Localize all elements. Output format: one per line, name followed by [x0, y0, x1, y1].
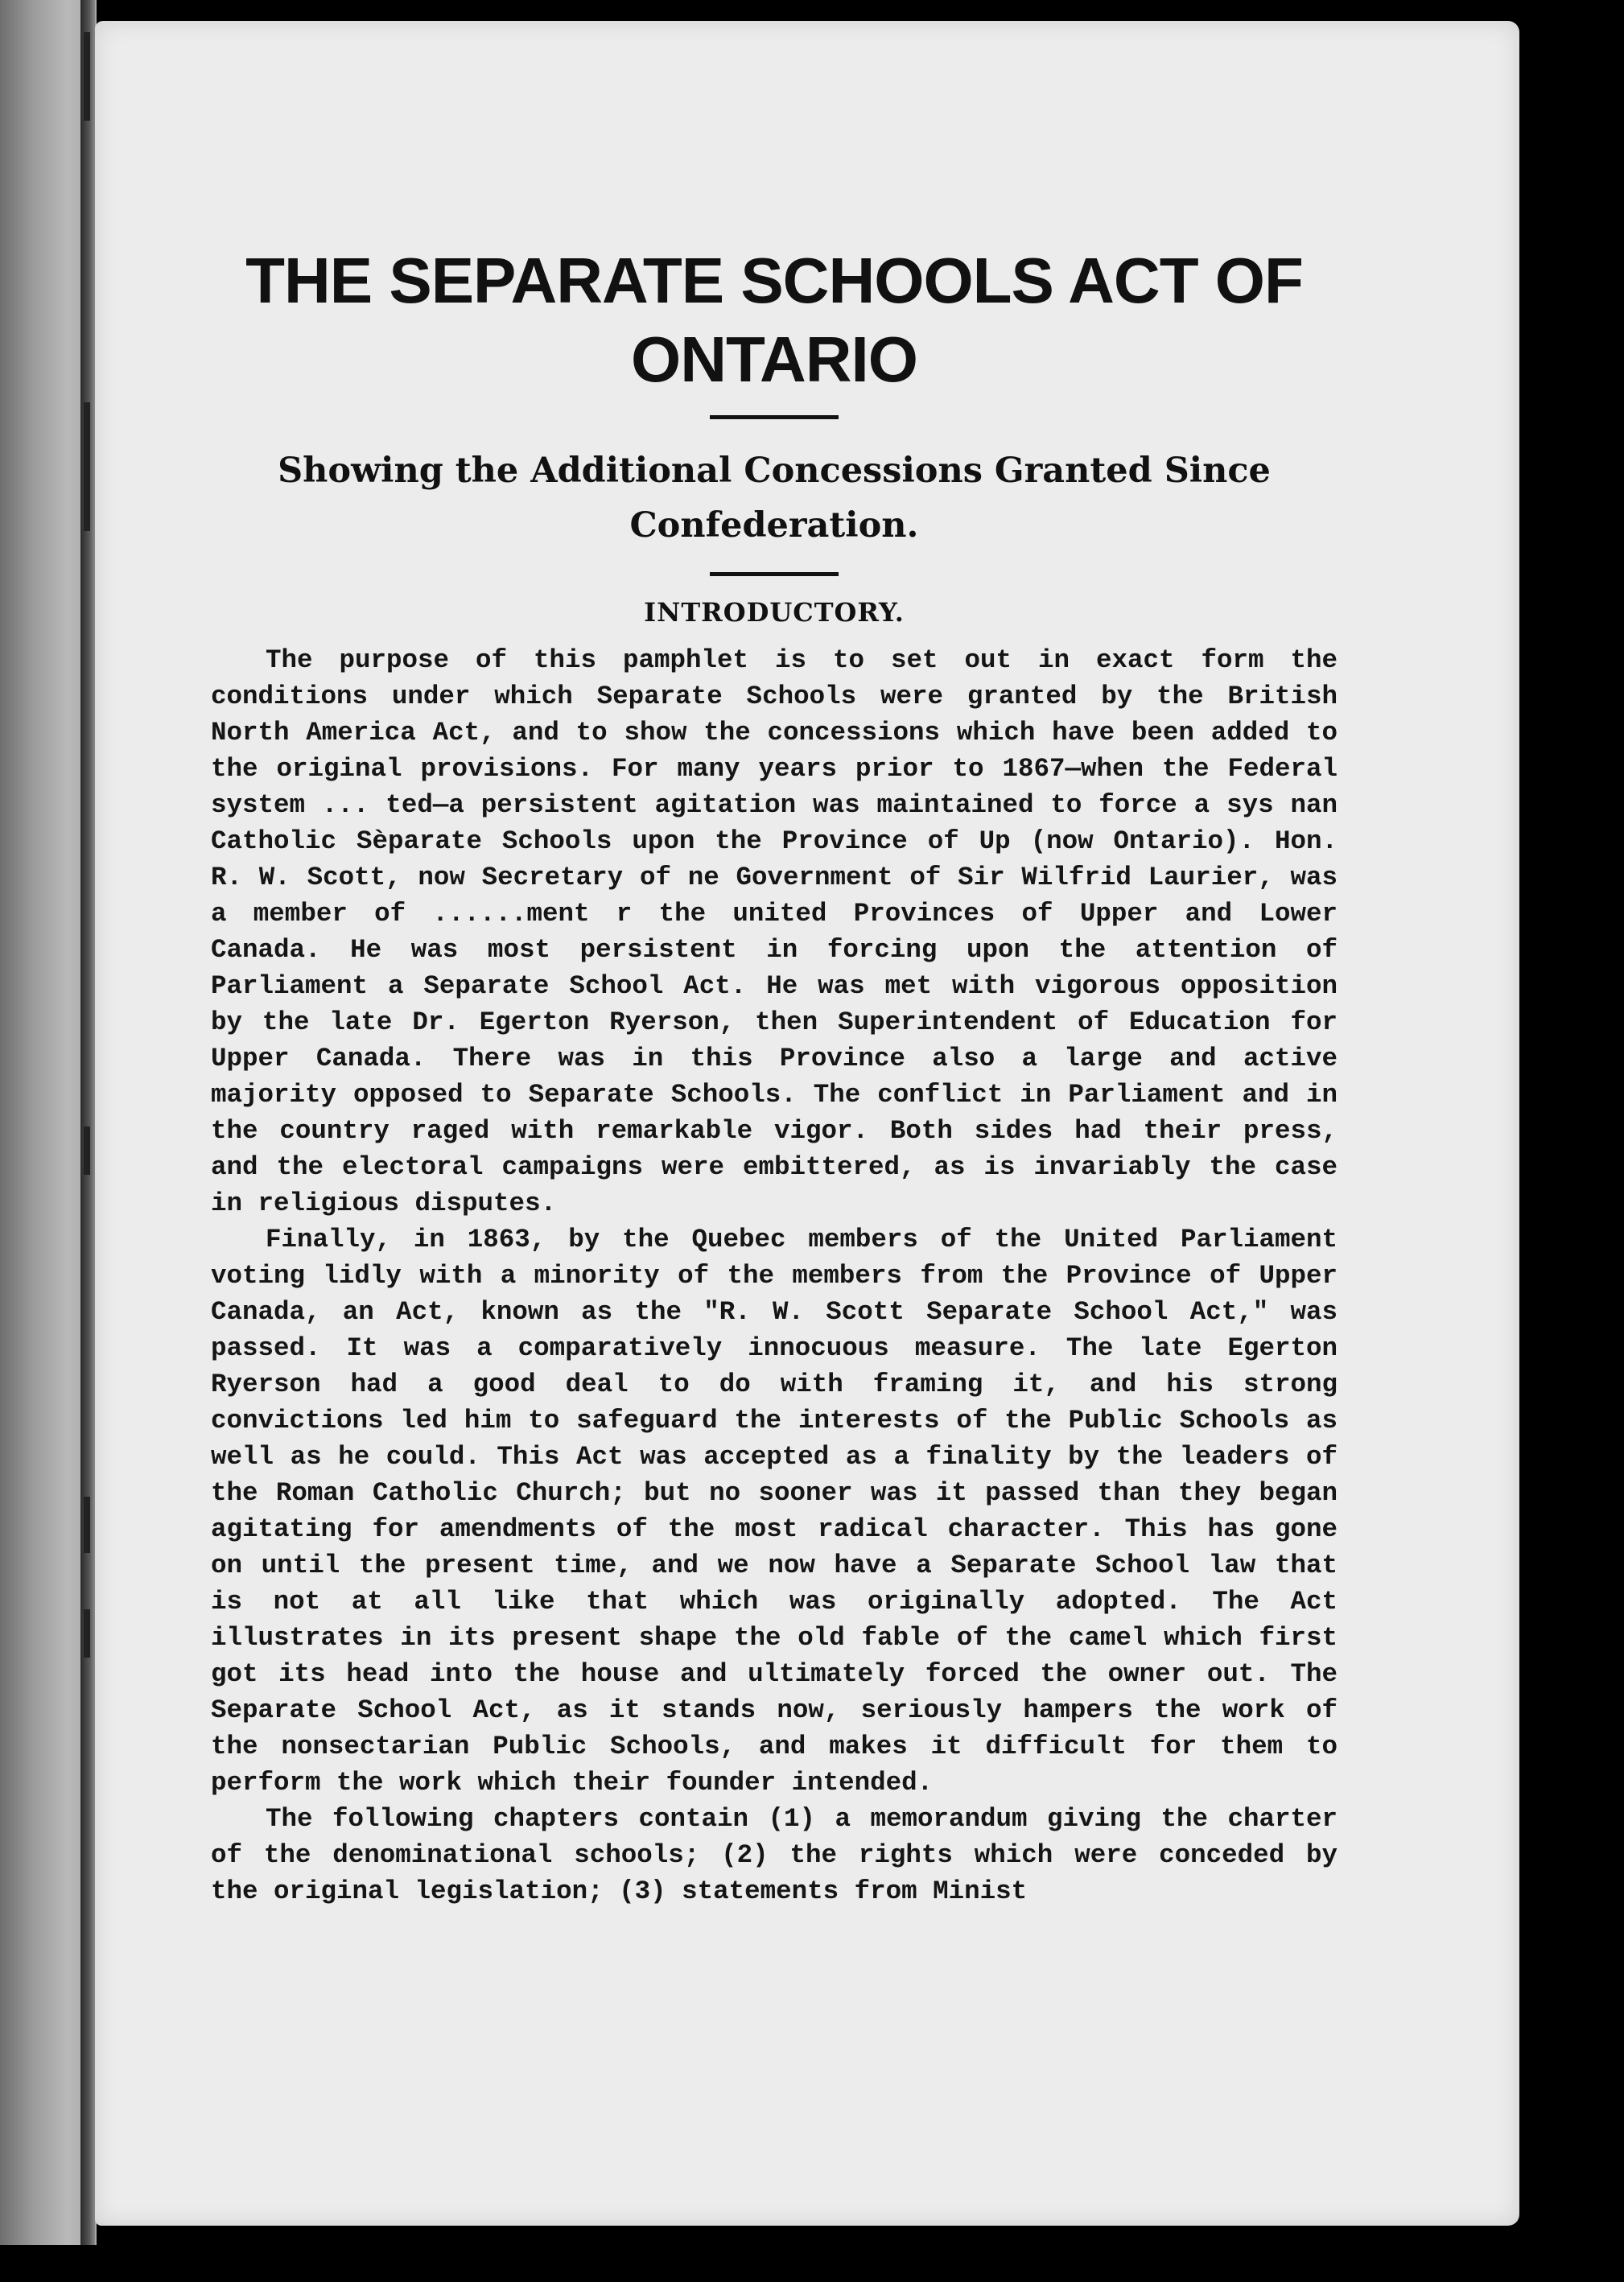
spine-mark — [84, 1609, 90, 1658]
spine-mark — [84, 1127, 90, 1175]
section-heading: INTRODUCTORY. — [644, 597, 905, 628]
spine-mark — [84, 32, 90, 121]
spine-mark — [84, 402, 90, 531]
title-divider — [710, 415, 839, 419]
paragraph-2: Finally, in 1863, by the Quebec members of the United Parliament voting lidly with a minority of the members from the Province of Upper Canada, an Act, known as the "R. W. Scott Separate School Act," was passed. It was a comparatively innocuous measure. The late Egerton Ryerson had a good deal to do with framing it, and his strong convictions led him to safeguard the interests of the Public Schools as well as he could. This Act was accepted as a finality by the leaders of the Roman Catholic Church; but no sooner was it passed than they began agitating for amendments of the most radical character. This has gone on until the present time, and we now have a Separate School law that is not at all like that which was originally adopted. The Act illustrates in its present shape the old fable of the camel which first got its head into the house and ultimately forced the owner out. The Separate School Act, as it stands now, seriously hampers the work of the nonsectarian Public Schools, and makes it difficult for them to perform the work which their founder intended. — [211, 1225, 1338, 1798]
spine-mark — [84, 1497, 90, 1553]
book-spine — [80, 0, 95, 2245]
page-content — [211, 241, 1338, 1909]
document-subtitle: Showing the Additional Concessions Granted Since Confederation. — [278, 451, 1271, 546]
subtitle-divider — [710, 572, 839, 576]
paragraph-3: The following chapters contain (1) a memorandum giving the charter of the denominational schools; (2) the rights which were conceded by the original legislation; (3) statements from Minist — [211, 1804, 1338, 1906]
paragraph-1: The purpose of this pamphlet is to set out in exact form the conditions under which Separate Schools were granted by the British North America Act, and to show the concessions which have been added to the original provisions. For many years prior to 1867—when the Federal system ... ted—a persistent agitation was maintained to force a sys nan Catholic Sèparate Schools upon the Province of Up (now Ontario). Hon. R. W. Scott, now Secretary of ne Government of Sir Wilfrid Laurier, was a member of ......ment r the united Provinces of Upper and Lower Canada. He was most persistent in forcing upon the attention of Parliament a Separate School Act. He was met with vigorous opposition by the late Dr. Egerton Ryerson, then Superintendent of Education for Upper Canada. There was in this Province also a large and active majority opposed to Separate Schools. The conflict in Parliament and in the country raged with remarkable vigor. Both sides had their press, and the electoral campaigns were embittered, as is invariably the case in religious disputes. — [211, 645, 1338, 1218]
document-title: THE SEPARATE SCHOOLS ACT OF ONTARIO — [245, 245, 1303, 395]
